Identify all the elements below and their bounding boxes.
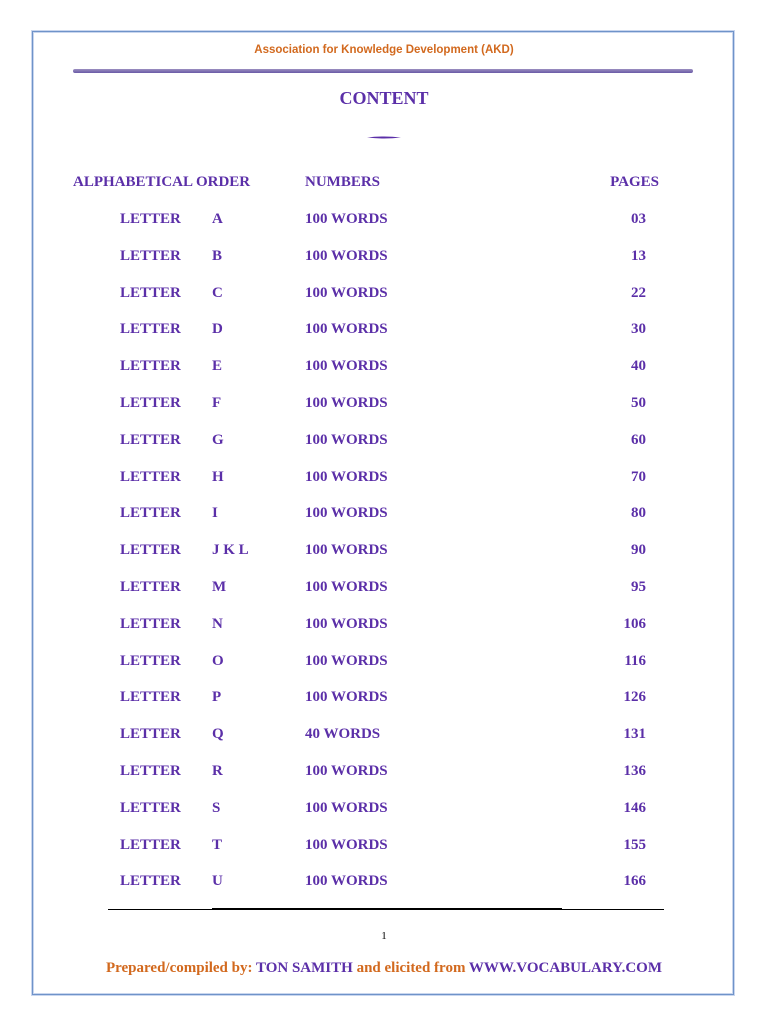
row-label: LETTER [120,800,181,816]
table-row [0,726,768,746]
row-word-count: 100 WORDS [305,689,388,705]
row-page-number: 13 [631,248,646,264]
column-header-numbers: NUMBERS [305,174,381,190]
row-letter: B [212,248,223,264]
row-page-number: 131 [623,726,646,742]
row-word-count: 100 WORDS [305,837,388,853]
row-letter: S [212,800,221,816]
row-page-number: 50 [631,395,646,411]
row-letter: D [212,321,223,337]
table-row [0,653,768,673]
row-label: LETTER [120,395,181,411]
row-letter: E [212,358,223,374]
table-row [0,689,768,709]
footer-rule-right [562,909,664,910]
row-label: LETTER [120,211,181,227]
table-row [0,873,768,893]
row-label: LETTER [120,248,181,264]
row-page-number: 146 [623,800,646,816]
row-label: LETTER [120,469,181,485]
table-row [0,248,768,268]
page-number: 1 [381,930,387,942]
row-word-count: 100 WORDS [305,800,388,816]
row-label: LETTER [120,285,181,301]
column-header-pages: PAGES [610,174,659,190]
row-label: LETTER [120,653,181,669]
row-letter: P [212,689,222,705]
row-label: LETTER [120,579,181,595]
table-row [0,321,768,341]
row-label: LETTER [120,763,181,779]
row-page-number: 106 [623,616,646,632]
row-letter: U [212,873,223,889]
table-row [0,800,768,820]
table-row [0,395,768,415]
row-letter: H [212,469,224,485]
row-letter: Q [212,726,224,742]
row-word-count: 100 WORDS [305,653,388,669]
title-ornament [367,136,401,139]
row-word-count: 100 WORDS [305,616,388,632]
header-org: Association for Knowledge Development (AKD) [254,44,514,56]
row-word-count: 100 WORDS [305,248,388,264]
row-word-count: 100 WORDS [305,873,388,889]
row-word-count: 100 WORDS [305,321,388,337]
row-word-count: 100 WORDS [305,542,388,558]
row-label: LETTER [120,873,181,889]
table-row [0,211,768,231]
row-letter: I [212,505,218,521]
row-page-number: 166 [623,873,646,889]
table-row [0,505,768,525]
table-row [0,616,768,636]
row-label: LETTER [120,432,181,448]
row-word-count: 100 WORDS [305,211,388,227]
row-word-count: 100 WORDS [305,395,388,411]
row-label: LETTER [120,505,181,521]
row-label: LETTER [120,837,181,853]
row-word-count: 40 WORDS [305,726,381,742]
table-row [0,432,768,452]
row-page-number: 155 [623,837,646,853]
row-word-count: 100 WORDS [305,432,388,448]
row-letter: J K L [212,542,249,558]
row-page-number: 80 [631,505,646,521]
footer-rule-left [108,909,212,910]
table-row [0,837,768,857]
row-word-count: 100 WORDS [305,505,388,521]
row-label: LETTER [120,542,181,558]
row-label: LETTER [120,726,181,742]
row-word-count: 100 WORDS [305,763,388,779]
table-row [0,469,768,489]
row-letter: C [212,285,223,301]
row-letter: R [212,763,223,779]
row-page-number: 70 [631,469,646,485]
footer-credit [0,960,768,977]
row-letter: T [212,837,223,853]
table-row [0,542,768,562]
row-label: LETTER [120,616,181,632]
row-page-number: 03 [631,211,646,227]
footer-rule-center [212,908,562,910]
row-page-number: 136 [623,763,646,779]
row-label: LETTER [120,321,181,337]
row-page-number: 30 [631,321,646,337]
row-letter: A [212,211,223,227]
table-row [0,358,768,378]
row-page-number: 116 [624,653,646,669]
row-page-number: 40 [631,358,646,374]
row-letter: G [212,432,224,448]
footer-author: TON SAMITH [255,960,353,976]
column-header-order: ALPHABETICAL ORDER [73,174,251,190]
row-page-number: 60 [631,432,646,448]
row-page-number: 95 [631,579,646,595]
row-page-number: 126 [623,689,646,705]
row-page-number: 22 [631,285,646,301]
row-page-number: 90 [631,542,646,558]
table-row [0,285,768,305]
row-label: LETTER [120,689,181,705]
row-word-count: 100 WORDS [305,358,388,374]
row-letter: N [212,616,223,632]
footer-middle: and elicited from [356,960,466,976]
row-letter: F [212,395,222,411]
page-title: CONTENT [339,88,429,108]
row-letter: O [212,653,224,669]
footer-site: WWW.VOCABULARY.COM [468,960,663,976]
header-rule [73,69,693,73]
table-row [0,579,768,599]
row-letter: M [212,579,227,595]
row-word-count: 100 WORDS [305,579,388,595]
row-label: LETTER [120,358,181,374]
footer-prefix: Prepared/compiled by: [105,960,253,976]
row-word-count: 100 WORDS [305,469,388,485]
table-row [0,763,768,783]
row-word-count: 100 WORDS [305,285,388,301]
